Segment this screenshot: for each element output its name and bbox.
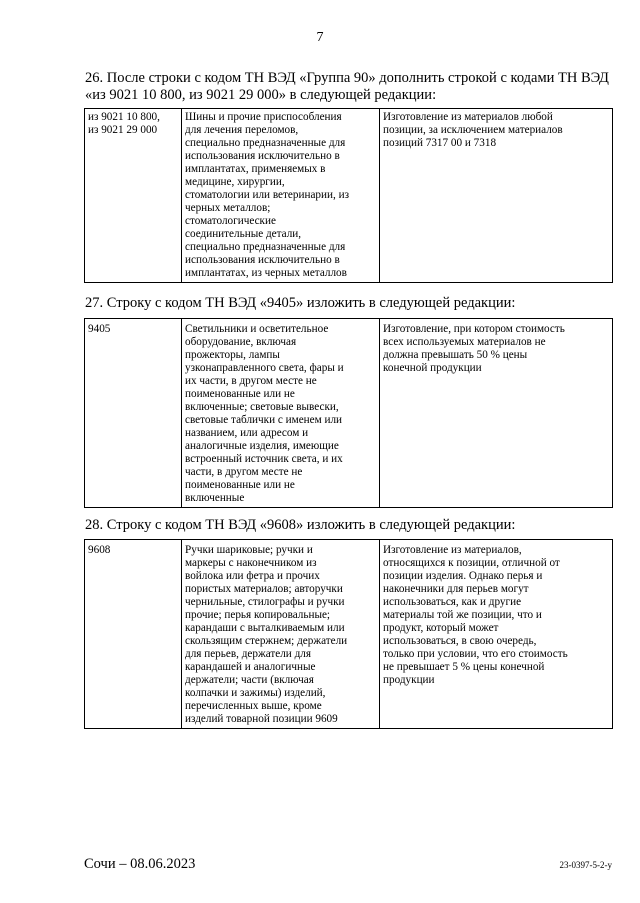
section-28-table (84, 539, 613, 729)
description-cell: Светильники и осветительное оборудование, включая прожекторы, лампы узконаправленного света, фары и их части, в другом месте не поименованные или не включенные; световые вывески, световые таблички с именем или названием, или адресом и аналогичные изделия, имеющие встроенный источник света, и их части, в другом месте не поименованные или не включенные (182, 319, 380, 508)
hs-code-cell: из 9021 10 800, из 9021 29 000 (85, 109, 182, 283)
section-27-table (84, 318, 613, 508)
page-number: 7 (316, 30, 324, 45)
condition-cell: Изготовление из материалов любой позиции, за исключением материалов позиций 7317 00 и 7318 (380, 109, 613, 283)
footer-city-date: Сочи – 08.06.2023 (84, 856, 196, 872)
table-row (85, 319, 613, 508)
section-28-heading: 28. Строку с кодом ТН ВЭД «9608» изложить в следующей редакции: (85, 517, 516, 533)
table-row (85, 109, 613, 283)
table-row (85, 540, 613, 729)
section-27-heading: 27. Строку с кодом ТН ВЭД «9405» изложить в следующей редакции: (85, 295, 516, 311)
section-26-heading: 26. После строки с кодом ТН ВЭД «Группа 90» дополнить строкой с кодами ТН ВЭД «из 9021 10 800, из 9021 29 000» в следующей редакции: (85, 70, 609, 103)
condition-cell: Изготовление, при котором стоимость всех используемых материалов не должна превышать 50 % цены конечной продукции (380, 319, 613, 508)
description-cell: Шины и прочие приспособления для лечения переломов, специально предназначенные для использования исключительно в имплантатах, применяемых в медицине, хирургии, стоматологии или ветеринарии, из черных металлов; стоматологические соединительные детали, специально предназначенные для использования исключительно в имплантатах, из черных металлов (182, 109, 380, 283)
condition-cell: Изготовление из материалов, относящихся к позиции, отличной от позиции изделия. Однако перья и наконечники для перьев могут использоваться, как и другие материалы той же позиции, что и продукт, который может использоваться, в свою очередь, только при условии, что его стоимость не превышает 5 % цены конечной продукции (380, 540, 613, 729)
hs-code-cell: 9608 (85, 540, 182, 729)
description-cell: Ручки шариковые; ручки и маркеры с наконечником из войлока или фетра и прочих пористых материалов; авторучки чернильные, стилографы и ручки прочие; перья копировальные; карандаши с выталкиваемым или скользящим стержнем; держатели для перьев, держатели для карандашей и аналогичные держатели; части (включая колпачки и зажимы) изделий, перечисленных выше, кроме изделий товарной позиции 9609 (182, 540, 380, 729)
section-26-table (84, 108, 613, 283)
footer-document-code: 23-0397-5-2-у (559, 860, 612, 870)
hs-code-cell: 9405 (85, 319, 182, 508)
